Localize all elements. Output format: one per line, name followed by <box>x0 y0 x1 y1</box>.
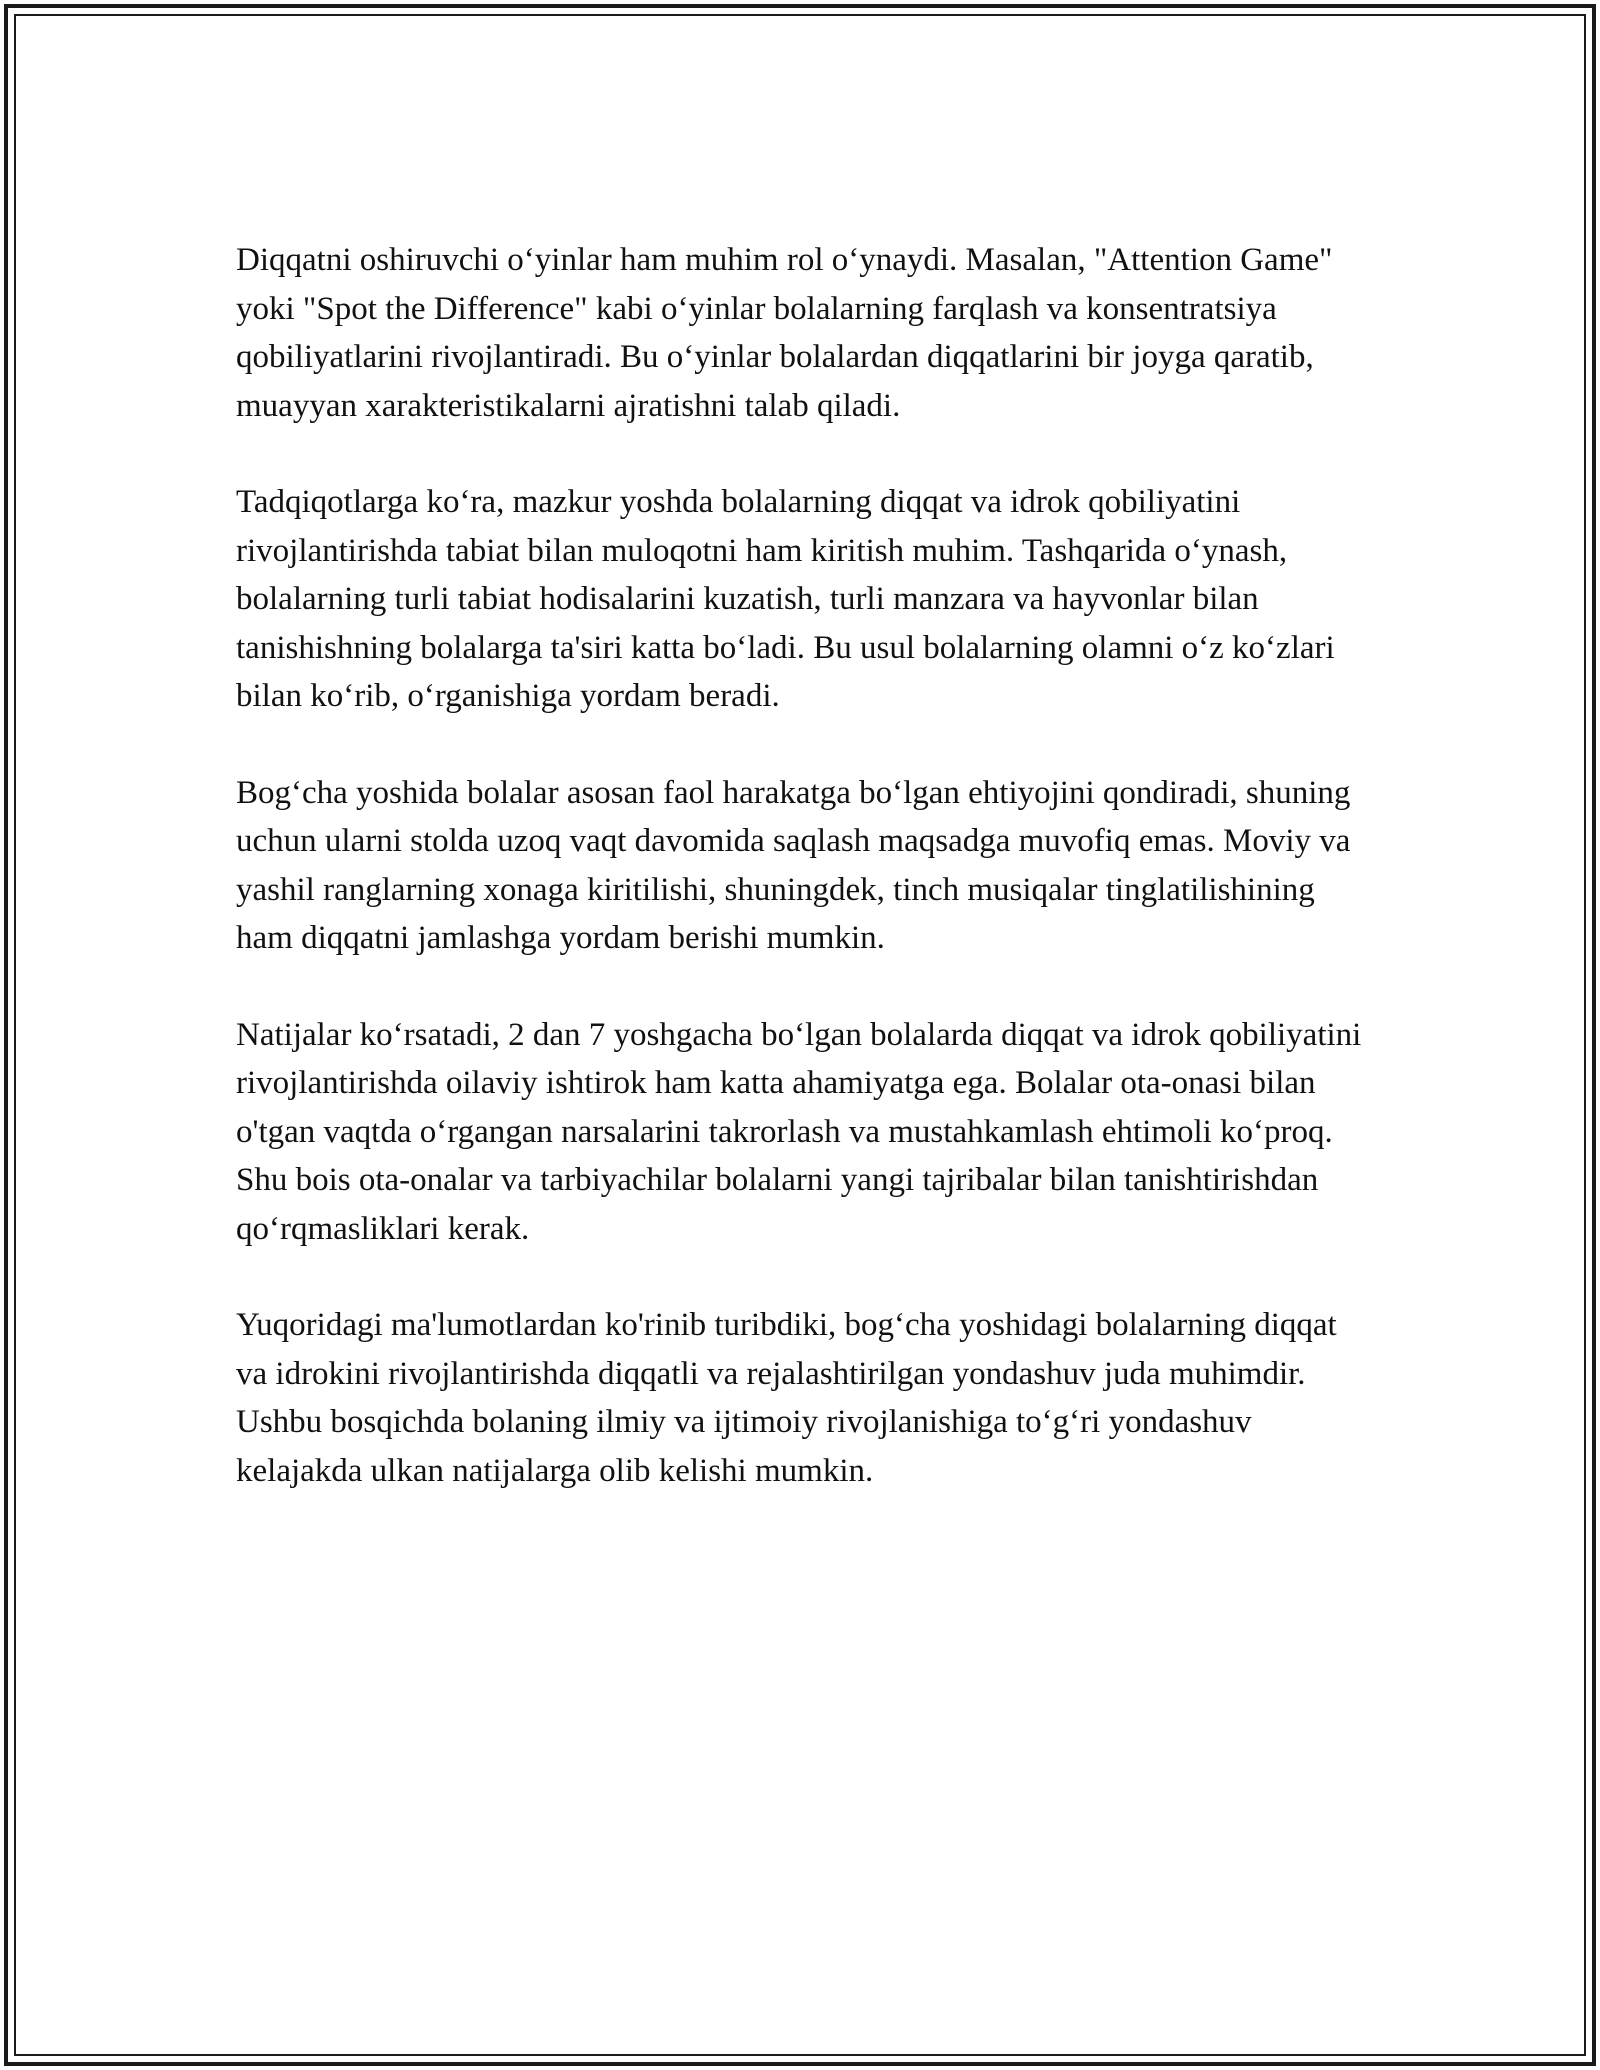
paragraph-kindergarten-activity: Bog‘cha yoshida bolalar asosan faol harakatga bo‘lgan ehtiyojini qondiradi, shuning uchun ularni stolda uzoq vaqt davomida saqlash maqsadga muvofiq emas. Moviy va yashil ranglarning xonaga kiritilishi, shuningdek, tinch musiqalar tinglatilishining ham diqqatni jamlashga yordam berishi mumkin. <box>236 774 1351 956</box>
paragraph-nature-interaction: Tadqiqotlarga ko‘ra, mazkur yoshda bolalarning diqqat va idrok qobiliyatini rivojlantirishda tabiat bilan muloqotni ham kiritish muhim. Tashqarida o‘ynash, bolalarning turli tabiat hodisalarini kuzatish, turli manzara va hayvonlar bilan tanishishning bolalarga ta'siri katta bo‘ladi. Bu usul bolalarning olamni o‘z ko‘zlari bilan ko‘rib, o‘rganishiga yordam beradi. <box>236 484 1335 714</box>
paragraph-family-involvement: Natijalar ko‘rsatadi, 2 dan 7 yoshgacha bo‘lgan bolalarda diqqat va idrok qobiliyatini rivojlantirishda oilaviy ishtirok ham katta ahamiyatga ega. Bolalar ota-onasi bilan o'tgan vaqtda o‘rgangan narsalarini takrorlash va mustahkamlash ehtimoli ko‘proq. Shu bois ota-onalar va tarbiyachilar bolalarni yangi tajribalar bilan tanishtirishdan qo‘rqmasliklari kerak. <box>236 1016 1362 1247</box>
document-body <box>236 236 1376 1543</box>
paragraph-conclusion: Yuqoridagi ma'lumotlardan ko'rinib turibdiki, bog‘cha yoshidagi bolalarning diqqat va idrokini rivojlantirishda diqqatli va rejalashtirilgan yondashuv juda muhimdir. Ushbu bosqichda bolaning ilmiy va ijtimoiy rivojlanishiga to‘g‘ri yondashuv kelajakda ulkan natijalarga olib kelishi mumkin. <box>236 1307 1337 1489</box>
paragraph-attention-games: Diqqatni oshiruvchi o‘yinlar ham muhim rol o‘ynaydi. Masalan, "Attention Game" yoki "Spot the Difference" kabi o‘yinlar bolalarning farqlash va konsentratsiya qobiliyatlarini rivojlantiradi. Bu o‘yinlar bolalardan diqqatlarini bir joyga qaratib, muayyan xarakteristikalarni ajratishni talab qiladi. <box>236 242 1333 424</box>
